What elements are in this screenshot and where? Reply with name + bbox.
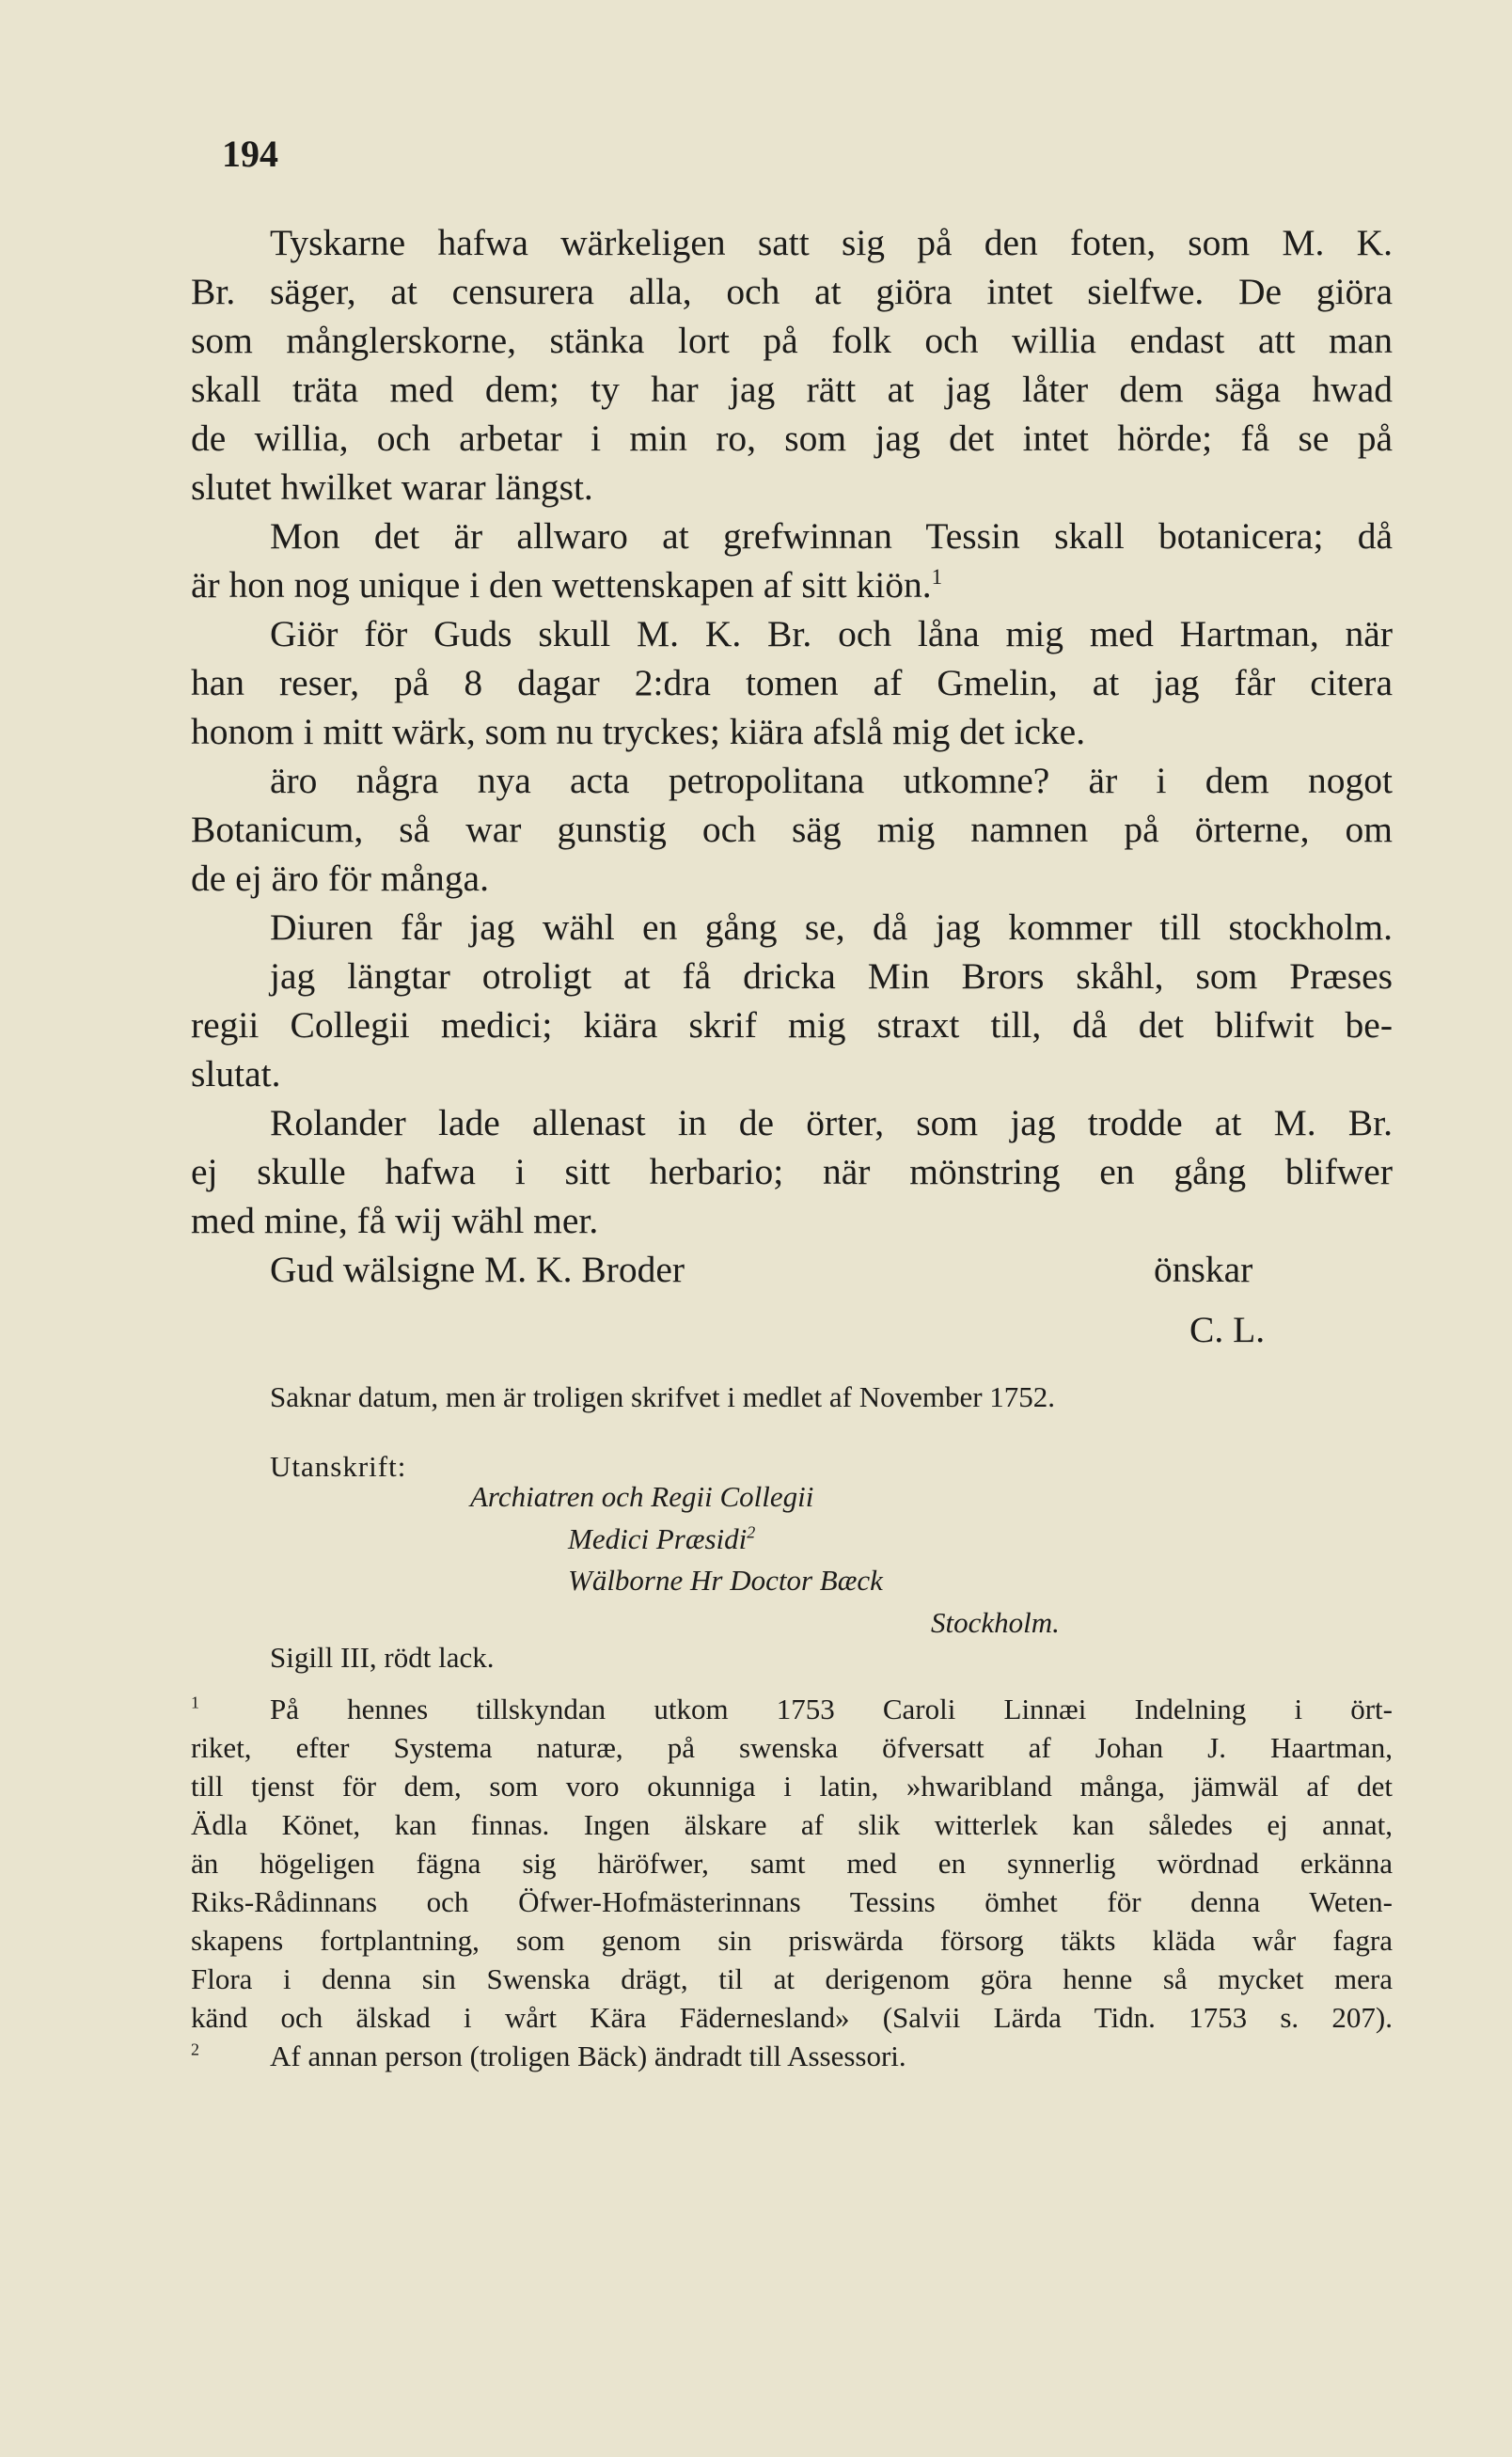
letter-line: Mon det är allwaro at grefwinnan Tessin skall botanicera; då bbox=[270, 515, 1393, 557]
footnote-1-line: Riks-Rådinnans och Öfwer-Hofmästerinnans Tessins ömhet för denna Weten- bbox=[191, 1885, 1393, 1918]
letter-line: honom i mitt wärk, som nu tryckes; kiära afslå mig det icke. bbox=[191, 711, 1086, 752]
letter-line: slutat. bbox=[191, 1053, 281, 1095]
address-city: Stockholm. bbox=[931, 1606, 1060, 1639]
footnote-1-line: Ädla Könet, kan finnas. Ingen älskare af slik witterlek kan således ej annat, bbox=[191, 1808, 1393, 1841]
footnote-1-line: än högeligen fägna sig häröfwer, samt med en synnerlig wördnad erkänna bbox=[191, 1847, 1393, 1880]
seal-note: Sigill III, rödt lack. bbox=[270, 1641, 495, 1674]
letter-line: är hon nog unique i den wettenskapen af sitt kiön.$^1$ bbox=[191, 564, 943, 606]
letter-line: Diuren får jag wähl en gång se, då jag kommer till stockholm. bbox=[270, 906, 1393, 948]
letter-line: Tyskarne hafwa wärkeligen satt sig på den foten, som M. K. bbox=[270, 222, 1393, 263]
footnote-marker: 2 bbox=[191, 2040, 199, 2059]
address-label: Utanskrift: bbox=[270, 1450, 407, 1483]
closing-salutation: Gud wälsigne M. K. Broder bbox=[270, 1249, 685, 1290]
letter-line: Br. säger, at censurera alla, och at giöra intet sielfwe. De giöra bbox=[191, 271, 1393, 312]
letter-line: med mine, få wij wähl mer. bbox=[191, 1200, 599, 1241]
letter-line: ej skulle hafwa i sitt herbario; när mönstring en gång blifwer bbox=[191, 1151, 1393, 1192]
footnote-1-line: $^1$ På hennes tillskyndan utkom 1753 Caroli Linnæi Indelning i ört- bbox=[191, 1693, 1393, 1725]
letter-line: Rolander lade allenast in de örter, som jag trodde at M. Br. bbox=[270, 1102, 1393, 1143]
letter-line: Giör för Guds skull M. K. Br. och låna mig med Hartman, när bbox=[270, 613, 1393, 654]
page-number: 194 bbox=[222, 133, 278, 175]
address-line: Archiatren och Regii Collegii bbox=[470, 1480, 814, 1513]
footnote-1-line: riket, efter Systema naturæ, på swenska öfversatt af Johan J. Haartman, bbox=[191, 1731, 1393, 1764]
letter-line: äro några nya acta petropolitana utkomne? är i dem nogot bbox=[270, 760, 1393, 801]
date-note: Saknar datum, men är troligen skrifvet i medlet af November 1752. bbox=[270, 1380, 1056, 1413]
address-line: Medici Præsidi$^2$ bbox=[568, 1522, 756, 1555]
letter-line: de willia, och arbetar i min ro, som jag det intet hörde; få se på bbox=[191, 417, 1393, 459]
footnote-1-line: Flora i denna sin Swenska drägt, til at derigenom göra henne så mycket mera bbox=[191, 1962, 1393, 1995]
letter-line: Botanicum, så war gunstig och säg mig namnen på örterne, om bbox=[191, 809, 1393, 850]
letter-line: regii Collegii medici; kiära skrif mig straxt till, då det blifwit be- bbox=[191, 1004, 1393, 1046]
footnote-1-line: känd och älskad i wårt Kära Fädernesland» (Salvii Lärda Tidn. 1753 s. 207). bbox=[191, 2001, 1393, 2034]
address-line: Wälborne Hr Doctor Bæck bbox=[568, 1564, 883, 1597]
letter-line: som månglerskorne, stänka lort på folk och willia endast att man bbox=[191, 320, 1393, 361]
footnote-1-line: till tjenst för dem, som voro okunniga i latin, »hwaribland många, jämwäl af det bbox=[191, 1770, 1393, 1803]
letter-line: de ej äro för många. bbox=[191, 858, 489, 899]
letter-line: slutet hwilket warar längst. bbox=[191, 466, 593, 508]
footnote-marker: 1 bbox=[191, 1693, 199, 1712]
closing-wish: önskar bbox=[1154, 1249, 1253, 1290]
footnote-ref-1: 1 bbox=[931, 564, 943, 589]
footnote-ref-2: 2 bbox=[747, 1522, 756, 1542]
letter-line: jag längtar otroligt at få dricka Min Brors skåhl, som Præses bbox=[270, 955, 1393, 997]
footnote-1-line: skapens fortplantning, som genom sin priswärda försorg täkts kläda wår fagra bbox=[191, 1924, 1393, 1957]
letter-line: han reser, på 8 dagar 2:dra tomen af Gmelin, at jag får citera bbox=[191, 662, 1393, 703]
signature: C. L. bbox=[1189, 1309, 1266, 1350]
letter-line: skall träta med dem; ty har jag rätt at jag låter dem säga hwad bbox=[191, 369, 1393, 410]
footnote-2-line: $^2$ Af annan person (troligen Bäck) ändradt till Assessori. bbox=[191, 2040, 906, 2072]
